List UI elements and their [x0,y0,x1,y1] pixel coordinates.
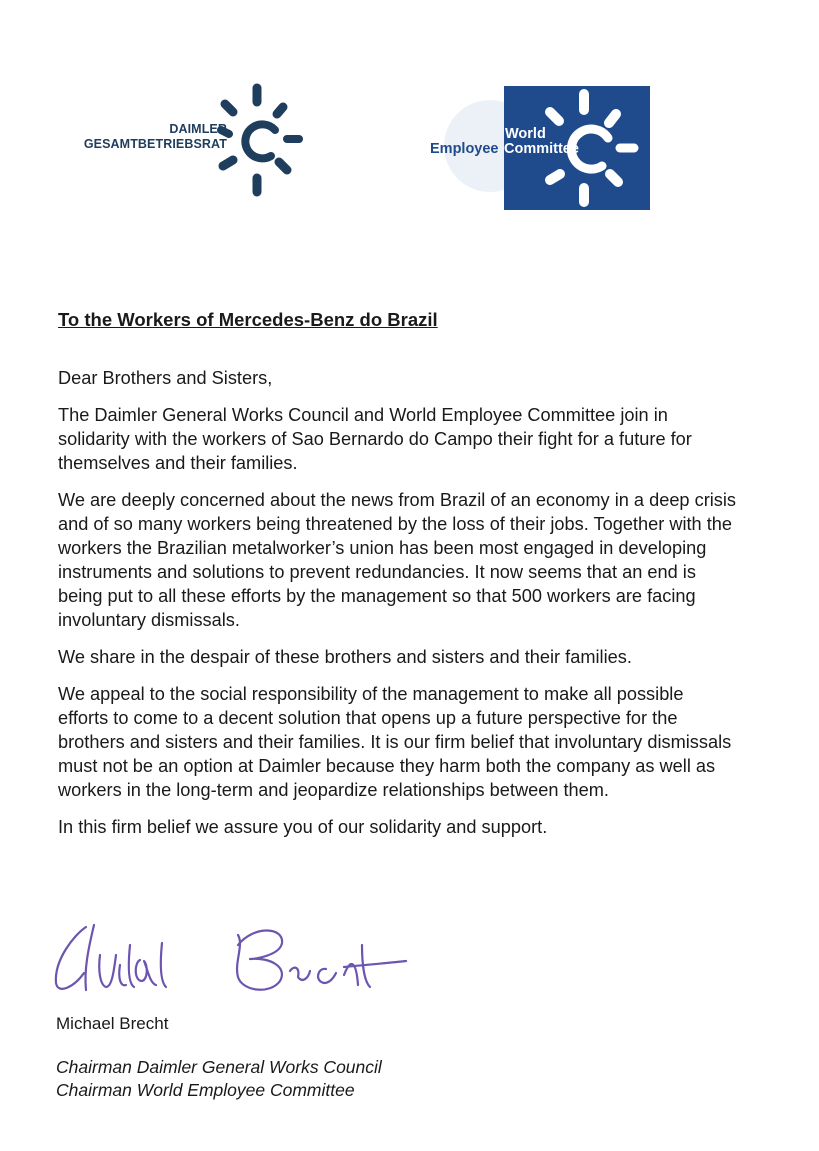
salutation: Dear Brothers and Sisters, [58,368,273,388]
closing-paragraph: In this firm belief we assure you of our solidarity and support. [58,817,548,837]
signer-name: Michael Brecht [56,1014,169,1033]
letter-body [58,308,738,852]
paragraph-4: We appeal to the social responsibility of the management to make all possible efforts to come to a decent solution that opens up a future perspective for the brothers and sisters and their families. It is our firm belief that involuntary dismissals must not be an option at Daimler because they harm both the company as well as workers in the long-term and jeopardize relationships between them. [58,684,732,800]
daimler-logo-line1: DAIMLER [169,122,227,136]
world-employee-committee-logo [428,84,652,210]
employee-logo-text: Employee [430,141,499,157]
paragraph-1: The Daimler General Works Council and World Employee Committee join in solidarity with the workers of Sao Bernardo do Campo their fight for a future for themselves and their families. [58,405,692,473]
signer-title-2: Chairman World Employee Committee [56,1080,355,1100]
signer-title-1: Chairman Daimler General Works Council [56,1057,382,1077]
committee-logo-text: Committee [504,141,579,157]
signer-titles [56,1056,382,1102]
paragraph-3: We share in the despair of these brothers and sisters and their families. [58,647,632,667]
daimler-works-council-logo [85,82,315,200]
letter-heading: To the Workers of Mercedes-Benz do Brazil [58,309,438,330]
paragraph-2: We are deeply concerned about the news from Brazil of an economy in a deep crisis and of so many workers being threatened by the loss of their jobs. Together with the workers the Brazilian metalworker’s union has been most engaged in developing instruments and solutions to prevent redundancies. It now seems that an end is being put to all these efforts by the management so that 500 workers are facing involuntary dismissals. [58,490,737,630]
handwritten-signature [44,915,414,1005]
sun-logo-icon [205,82,315,200]
daimler-logo-line2: GESAMTBETRIEBSRAT [83,137,227,151]
world-logo-text: World [505,126,546,142]
